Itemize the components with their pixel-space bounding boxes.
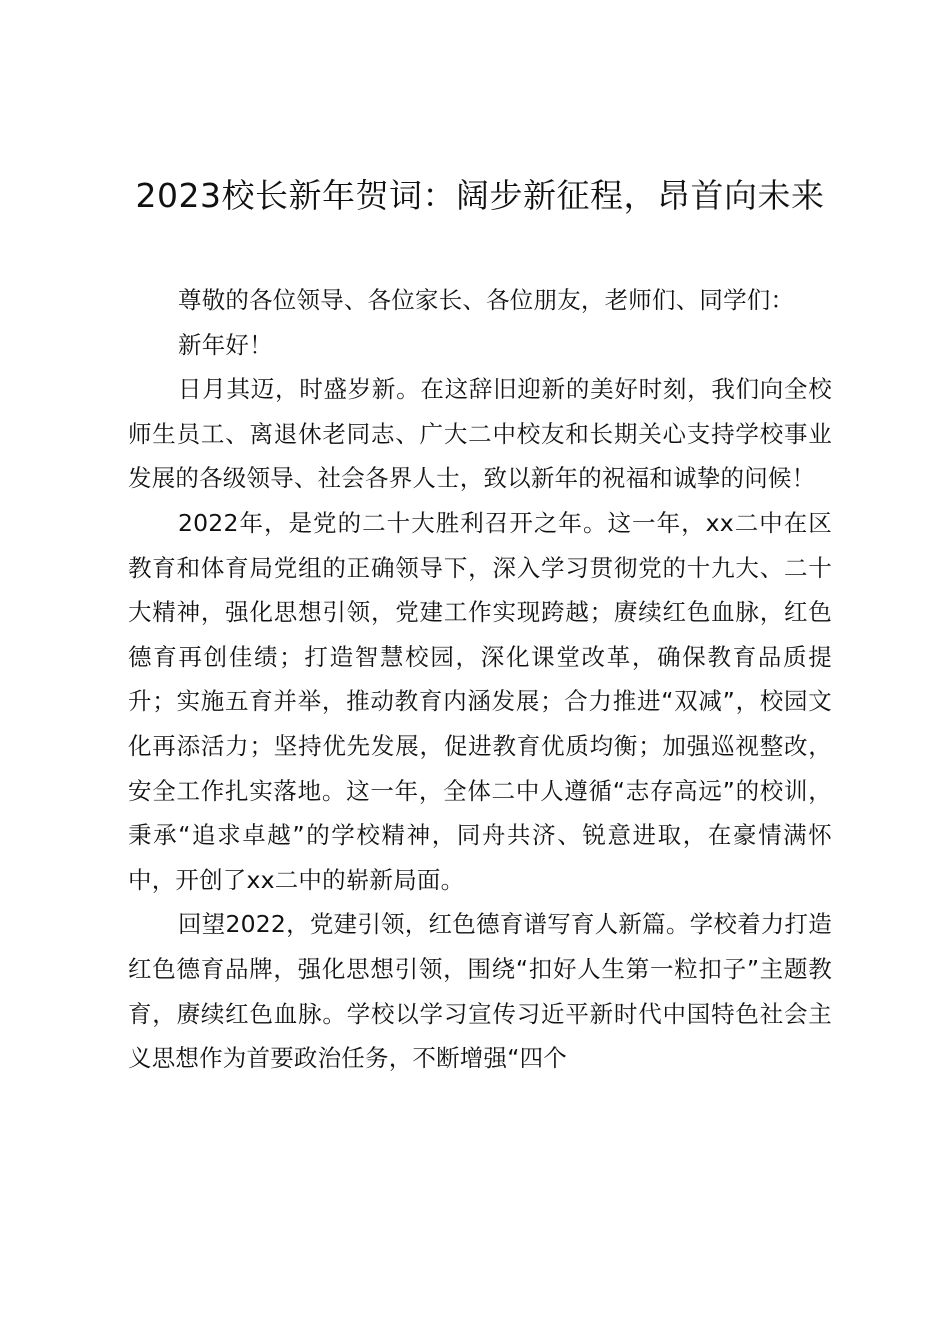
greeting-paragraph: 新年好！ — [178, 330, 273, 359]
document-title: 2023校长新年贺词：阔步新征程，昂首向未来 — [135, 176, 825, 215]
party-building-paragraph: 回望2022，党建引领，红色德育谱写育人新篇。学校着力打造红色德育品牌，强化思想引领，围绕“扣好人生第一粒扣子”主题教育，赓续红色血脉。学校以学习宣传习近平新时代中国特色社会主义思想作为首要政治任务，不断增强“四个 — [128, 910, 832, 1073]
opening-paragraph: 日月其迈，时盛岁新。在这辞旧迎新的美好时刻，我们向全校师生员工、离退休老同志、广大二中校友和长期关心支持学校事业发展的各级领导、社会各界人士，致以新年的祝福和诚挚的问候！ — [128, 375, 832, 493]
salutation-paragraph: 尊敬的各位领导、各位家长、各位朋友，老师们、同学们： — [178, 286, 795, 314]
document-body — [128, 278, 832, 1081]
review-2022-paragraph: 2022年，是党的二十大胜利召开之年。这一年，xx二中在区教育和体育局党组的正确领导下，深入学习贯彻党的十九大、二十大精神，强化思想引领，党建工作实现跨越；赓续红色血脉，红色德育再创佳绩；打造智慧校园，深化课堂改革，确保教育品质提升；实施五育并举，推动教育内涵发展；合力推进“双减”，校园文化再添活力；坚持优先发展，促进教育优质均衡；加强巡视整改，安全工作扎实落地。这一年，全体二中人遵循“志存高远”的校训，秉承“追求卓越”的学校精神，同舟共济、锐意进取，在豪情满怀中，开创了xx二中的崭新局面。 — [128, 508, 832, 894]
